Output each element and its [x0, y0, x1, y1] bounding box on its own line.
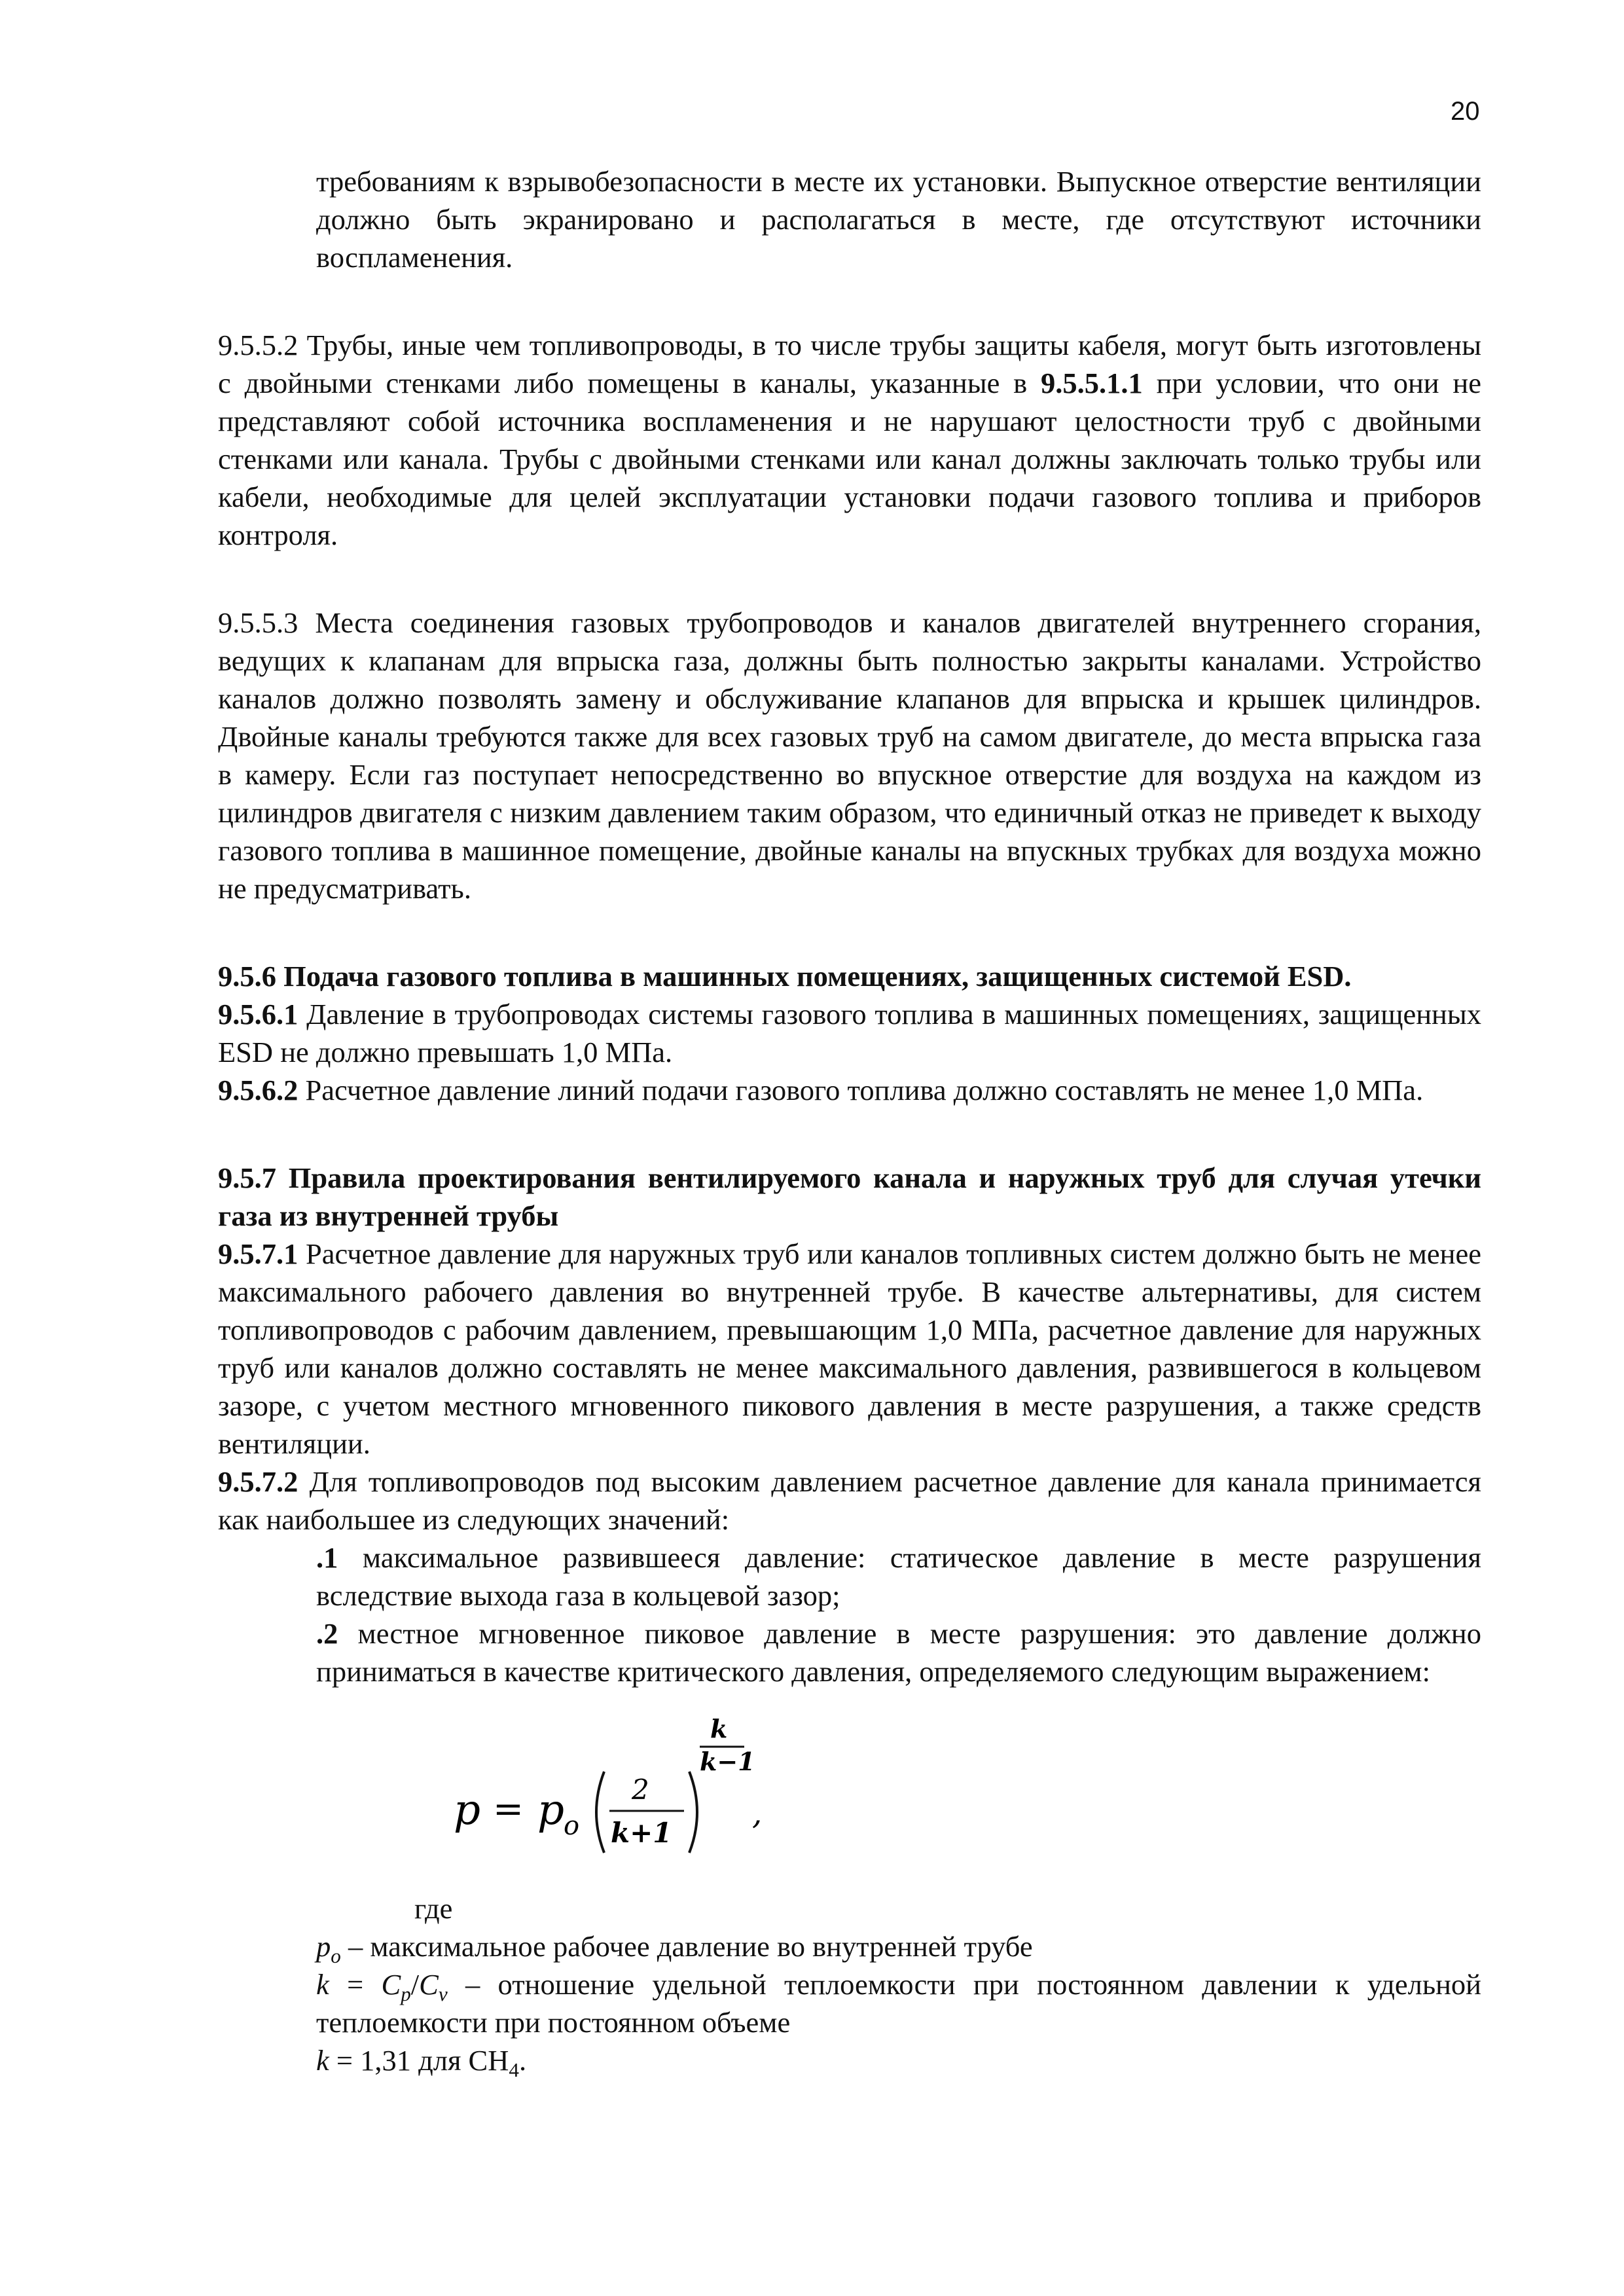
list-item-1: [218, 1539, 1481, 1614]
definition-text: – отношение удельной теплоемкости при постоянном давлении к удельной теплоемкости при постоянном объеме: [316, 1968, 1481, 2039]
section-heading-text: 9.5.6 Подача газового топлива в машинных помещениях, защищенных системой ESD.: [218, 960, 1352, 993]
definition-symbol: k: [316, 2044, 329, 2077]
formula-p0: p: [537, 1786, 564, 1834]
definition-cp-subscript: p: [401, 1982, 411, 2005]
formula-fraction-denominator: k+1: [611, 1817, 672, 1849]
definition-end: .: [518, 2044, 527, 2077]
clause-number: 9.5.7.2: [218, 1465, 298, 1498]
definition-cv-subscript: v: [438, 1982, 448, 2005]
where-label: [218, 1889, 1481, 1927]
definition-symbol-subscript: o: [331, 1944, 341, 1967]
section-heading-9-5-7: [218, 1159, 1481, 1235]
list-item-text: местное мгновенное пиковое давление в месте разрушения: это давление должно приниматься в качестве критического давления, определяемого следующим выражением:: [316, 1617, 1481, 1688]
clause-text: Места соединения газовых трубопроводов и каналов двигателей внутреннего сгорания, ведущих к клапанам для впрыска газа, должны быть полностью закрыты каналами. Устройство каналов должно позволять замену и обслуживание клапанов для впрыска и крышек цилиндров. Двойные каналы требуются также для всех газовых труб на самом двигателе, до места впрыска газа в камеру. Если газ поступает непосредственно во впускное отверстие для воздуха на каждом из цилиндров двигателя с низким давлением таким образом, что единичный отказ не приведет к выходу газового топлива в машинное помещение, двойные каналы на впускных трубках для воздуха можно не предусматривать.: [218, 606, 1481, 905]
clause-9-5-7-2: [218, 1463, 1481, 1539]
definition-text: = 1,31 для CH: [329, 2044, 509, 2077]
formula-exponent-numerator: k: [710, 1714, 728, 1743]
clause-9-5-6-1: [218, 995, 1481, 1071]
document-body: [218, 162, 1481, 2079]
definition-slash: /: [410, 1968, 420, 2001]
definition-subscript: 4: [509, 2058, 519, 2081]
clause-reference: 9.5.5.1.1: [1041, 367, 1143, 399]
critical-pressure-formula: [218, 1700, 1481, 1863]
list-item-text: максимальное развившееся давление: статическое давление в месте разрушения вследствие выхода газа в кольцевой зазор;: [316, 1541, 1481, 1612]
formula-comma: ,: [752, 1795, 763, 1832]
formula-right-paren: [689, 1772, 697, 1853]
clause-text: Давление в трубопроводах системы газового топлива в машинных помещениях, защищенных ESD не должно превышать 1,0 МПа.: [218, 998, 1481, 1068]
formula-left-paren: [596, 1772, 604, 1853]
clause-9-5-5-3: [218, 604, 1481, 907]
clause-9-5-7-1: [218, 1235, 1481, 1463]
list-item-number: .2: [316, 1617, 338, 1650]
clause-text: Расчетное давление для наружных труб или каналов топливных систем должно быть не менее максимального рабочего давления во внутренней трубе. В качестве альтернативы, для систем топливопроводов с рабочим давлением, превышающим 1,0 МПа, расчетное давление для наружных труб или каналов должно составлять не менее максимального давления, развившегося в кольцевом зазоре, с учетом местного мгновенного пикового давления в месте разрушения, а также средств вентиляции.: [218, 1237, 1481, 1460]
clause-text-continued: при условии, что они не представляют собой источника воспламенения и не нарушают целостности труб с двойными стенками или канала. Трубы с двойными стенками или канал должны заключать только трубы или кабели, необходимые для целей эксплуатации установки подачи газового топлива и приборов контроля.: [218, 367, 1481, 551]
definition-symbol: k: [316, 1968, 329, 2001]
clause-9-5-6-2: [218, 1071, 1481, 1109]
formula-exponent-denominator: k−1: [700, 1747, 755, 1776]
definition-p0: [218, 1927, 1481, 1965]
definition-cv: C: [419, 1968, 439, 2001]
clause-number: 9.5.5.2: [218, 329, 298, 361]
clause-number: 9.5.5.3: [218, 606, 298, 639]
section-heading-text: 9.5.7 Правила проектирования вентилируемого канала и наружных труб для случая утечки газа из внутренней трубы: [218, 1161, 1481, 1232]
list-item-2: [218, 1614, 1481, 1690]
definition-symbol: p: [316, 1930, 331, 1963]
clause-9-5-5-2: [218, 326, 1481, 554]
formula-fraction-numerator: 2: [632, 1774, 649, 1806]
clause-number: 9.5.7.1: [218, 1237, 298, 1270]
definition-text: – максимальное рабочее давление во внутренней трубе: [340, 1930, 1033, 1963]
list-item-number: .1: [316, 1541, 338, 1574]
definition-equals: =: [329, 1968, 382, 2001]
definition-k: [218, 1965, 1481, 2041]
page-number: 20: [1451, 97, 1480, 126]
definition-k-value: [218, 2041, 1481, 2079]
formula-equals: =: [493, 1788, 524, 1831]
clause-text: Трубы, иные чем топливопроводы, в то числе трубы защиты кабеля, могут быть изготовлены с двойными стенками либо помещены в каналы, указанные в: [218, 329, 1481, 399]
clause-text: Для топливопроводов под высоким давлением расчетное давление для канала принимается как наибольшее из следующих значений:: [218, 1465, 1481, 1536]
paragraph-intro: [218, 162, 1481, 276]
clause-number: 9.5.6.2: [218, 1074, 298, 1106]
formula-svg: [218, 1700, 1481, 1863]
paragraph-intro-text: требованиям к взрывобезопасности в месте их установки. Выпускное отверстие вентиляции должно быть экранировано и располагаться в месте, где отсутствуют источники воспламенения.: [316, 165, 1481, 274]
where-text: где: [414, 1892, 453, 1925]
section-heading-9-5-6: [218, 957, 1481, 995]
formula-p0-subscript: o: [564, 1811, 580, 1841]
clause-number: 9.5.6.1: [218, 998, 298, 1030]
definition-cp: C: [381, 1968, 401, 2001]
clause-text: Расчетное давление линий подачи газового топлива должно составлять не менее 1,0 МПа.: [298, 1074, 1424, 1106]
formula-lhs: p: [454, 1786, 480, 1834]
